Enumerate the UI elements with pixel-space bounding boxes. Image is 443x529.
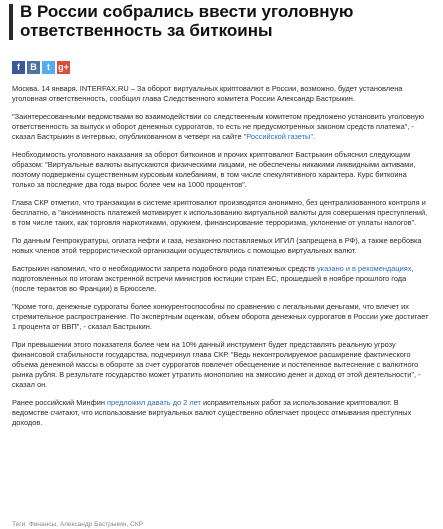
paragraph-6-b: , подготовленных по итогам экстренной встречи министров юстиции стран ЕС, прошедшей в ноябре прошлого года (после терактов во Франции) в Брюсселе. bbox=[12, 264, 414, 293]
title-accent-bar bbox=[9, 4, 13, 40]
facebook-icon[interactable]: f bbox=[12, 61, 25, 74]
paragraph-2-text: "Заинтересованными ведомствами во взаимодействии со следственным комитетом предложено установить уголовную ответственность за выпуск и оборот денежных суррогатов, то есть не предусмотренных законом средств платежа", - сказал Бастрыкин в интервью, опубликованном в четверг на сайте bbox=[12, 112, 425, 141]
paragraph-9 bbox=[12, 398, 430, 428]
paragraph-7: "Кроме того, денежные суррогаты более конкурентоспособны по сравнению с легальными деньгами, что влечет их стремительное распространение. По экспертным оценкам, объем оборота денежных суррогатов в России уже достигает 1 процента от ВВП", - сказал Бастрыкин. bbox=[12, 302, 429, 331]
paragraph-6 bbox=[12, 264, 430, 294]
article-body bbox=[12, 84, 430, 436]
paragraph-2 bbox=[12, 112, 430, 142]
twitter-icon[interactable]: t bbox=[42, 61, 55, 74]
paragraph-9-b: исправительных работ за использование криптовалют. В ведомстве считают, что использование виртуальных валют существенно облегчает процесс отмывания преступных доходов. bbox=[12, 398, 412, 427]
paragraph-4: Глава СКР отметил, что транзакции в системе криптовалют производятся анонимно, без централизованного контроля и бесплатно, а "анонимность платежей мотивирует к использованию виртуальной валюты для совершения преступлений, в том числе таких, как торговля наркотиками, оружием, финансирование терроризма, уклонение от уплаты налогов". bbox=[12, 198, 428, 227]
paragraph-8: При превышении этого показателя более чем на 10% данный инструмент будет представлять реальную угрозу финансовой стабильности государства, подчеркнул глава СКР. "Ведь неконтролируемое расширение фактического объема денежной массы в обороте за счет суррогатов повлечет обесценение и постепенное вытеснение с валютного рынка рубля. В результате государство может утратить монополию на эмиссию денег и доход от этой деятельности", - сказал он. bbox=[12, 340, 421, 389]
google-plus-icon[interactable]: g+ bbox=[58, 62, 69, 72]
article-tags: Теги: Финансы, Александр Бастрыкин, СКР bbox=[12, 521, 143, 528]
paragraph-2-end: . bbox=[312, 132, 316, 141]
paragraph-5: По данным Генпрокуратуры, оплата нефти и газа, незаконно поставляемых ИГИЛ (запрещена в РФ), а также вербовка новых членов этой террористической организации осуществлялись с помощью виртуальных валют. bbox=[12, 236, 422, 255]
recommendations-link[interactable]: указано и в рекомендациях bbox=[316, 264, 412, 273]
paragraph-3: Необходимость уголовного наказания за оборот биткоинов и прочих криптовалют Бастрыкин объяснил следующим образом: "Виртуальные валюты выпускаются физическими лицами, не обеспечены никакими ликвидными активами, поэтому подвержены существенным курсовым колебаниям, в том числе спекулятивного характера. Курс биткоина только за последние два года вырос более чем на 1000 процентов". bbox=[12, 150, 416, 189]
share-buttons bbox=[12, 61, 70, 74]
minfin-link[interactable]: предложил давать до 2 лет bbox=[106, 398, 201, 407]
rg-link[interactable]: "Российской газеты" bbox=[243, 132, 313, 141]
paragraph-6-a: Бастрыкин напомнил, что о необходимости запрета подобного рода платежных средств bbox=[12, 264, 317, 273]
article-title: В России собрались ввести уголовную ответственность за биткоины bbox=[20, 2, 354, 40]
vk-icon[interactable]: B bbox=[27, 61, 40, 74]
paragraph-1: Москва. 14 января. INTERFAX.RU – За оборот виртуальных криптовалют в России, возможно, будет установлена уголовная ответственность, сообщил глава Следственного комитета России Александр Бастрыкин. bbox=[12, 84, 403, 103]
paragraph-9-a: Ранее российский Минфин bbox=[12, 398, 107, 407]
